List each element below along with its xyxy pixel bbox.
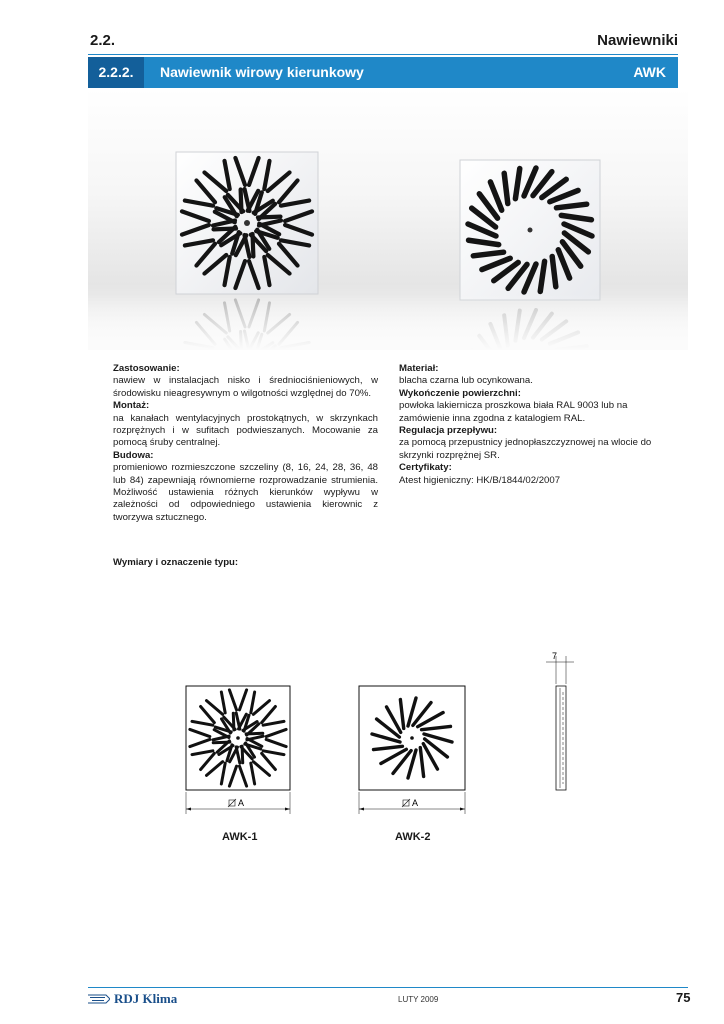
slot xyxy=(253,234,254,257)
budowa-label: Budowa: xyxy=(113,449,154,461)
awk2-label: AWK-2 xyxy=(395,831,431,843)
certyfikaty-label: Certyfikaty: xyxy=(399,462,452,474)
regulacja-text: za pomocą przepustnicy jednopłaszczyznowej na wlocie do skrzynki rozprężnej SR. xyxy=(399,437,652,461)
slot xyxy=(241,190,242,213)
certyfikaty-text: Atest higieniczny: HK/B/1844/02/2007 xyxy=(399,474,561,486)
material-label: Materiał: xyxy=(399,363,439,374)
footer-logo xyxy=(88,991,177,1008)
left-column xyxy=(113,363,378,524)
slot xyxy=(258,217,281,218)
awk1-label: AWK-1 xyxy=(222,831,258,843)
slot xyxy=(504,173,508,203)
slot xyxy=(242,746,243,763)
slot xyxy=(214,229,237,230)
product-code: AWK xyxy=(633,64,666,80)
slot xyxy=(473,252,503,256)
regulacja-label: Regulacja przepływu: xyxy=(399,425,498,437)
subsection-number: 2.2.2. xyxy=(88,57,144,88)
zastosowanie-label: Zastosowanie: xyxy=(113,363,180,374)
header-rule xyxy=(88,54,678,55)
right-column xyxy=(399,363,667,487)
subsection-title: Nawiewnik wirowy kierunkowy xyxy=(160,64,364,80)
awk1-drawing xyxy=(186,686,290,814)
product-photo-drawing xyxy=(88,88,688,350)
section-title: Nawiewniki xyxy=(597,32,678,49)
wykonczenie-label: Wykończenie powierzchni: xyxy=(399,387,521,399)
budowa-text: promieniowo rozmieszczone szczeliny (8, 16, 24, 28, 36, 48 lub 84) zapewniają równomierne rozprowadzanie strumienia. Możliwość ustawienia różnych kierunków wypływu w zależności od odpowiedniego ustawienia kierownic z tworzywa sztucznego. xyxy=(113,462,378,523)
product-photo xyxy=(88,88,688,350)
montaz-label: Montaż: xyxy=(113,400,150,412)
side-dim-label: 7 xyxy=(552,651,558,661)
awk2-photo xyxy=(460,160,600,300)
zastosowanie-text: nawiew w instalacjach nisko i średniociśnieniowych, w środowisku nieagresywnym o wilgotności względnej do 70%. xyxy=(113,375,378,399)
awk1-dim-a: A xyxy=(238,798,245,808)
slot xyxy=(246,733,263,734)
awk2-dim-a: A xyxy=(412,798,419,808)
side-profile-drawing xyxy=(546,651,574,790)
logo-icon xyxy=(88,992,110,1008)
slot xyxy=(233,713,234,730)
slot xyxy=(213,742,230,743)
footer-date: LUTY 2009 xyxy=(398,995,439,1004)
logo-text: RDJ Klima xyxy=(114,991,178,1006)
footer-rule xyxy=(88,987,688,988)
awk2-drawing xyxy=(359,686,465,814)
section-number: 2.2. xyxy=(90,32,116,49)
montaz-text: na kanałach wentylacyjnych prostokątnych, w skrzynkach rozprężnych i w sufitach podwieszanych. Mocowanie za pomocą śruby centralnej. xyxy=(113,412,378,449)
slot xyxy=(552,256,556,286)
page-number: 75 xyxy=(676,990,691,1005)
technical-drawings xyxy=(180,648,600,818)
slot xyxy=(556,204,586,208)
wykonczenie-text: powłoka lakiernicza proszkowa biała RAL 9003 lub na zamówienie inna zgodna z katalogiem RAL. xyxy=(399,400,628,424)
dimensions-heading: Wymiary i oznaczenie typu: xyxy=(113,557,239,568)
title-band xyxy=(88,57,678,88)
material-text: blacha czarna lub ocynkowana. xyxy=(399,375,533,387)
awk1-photo xyxy=(176,152,318,294)
